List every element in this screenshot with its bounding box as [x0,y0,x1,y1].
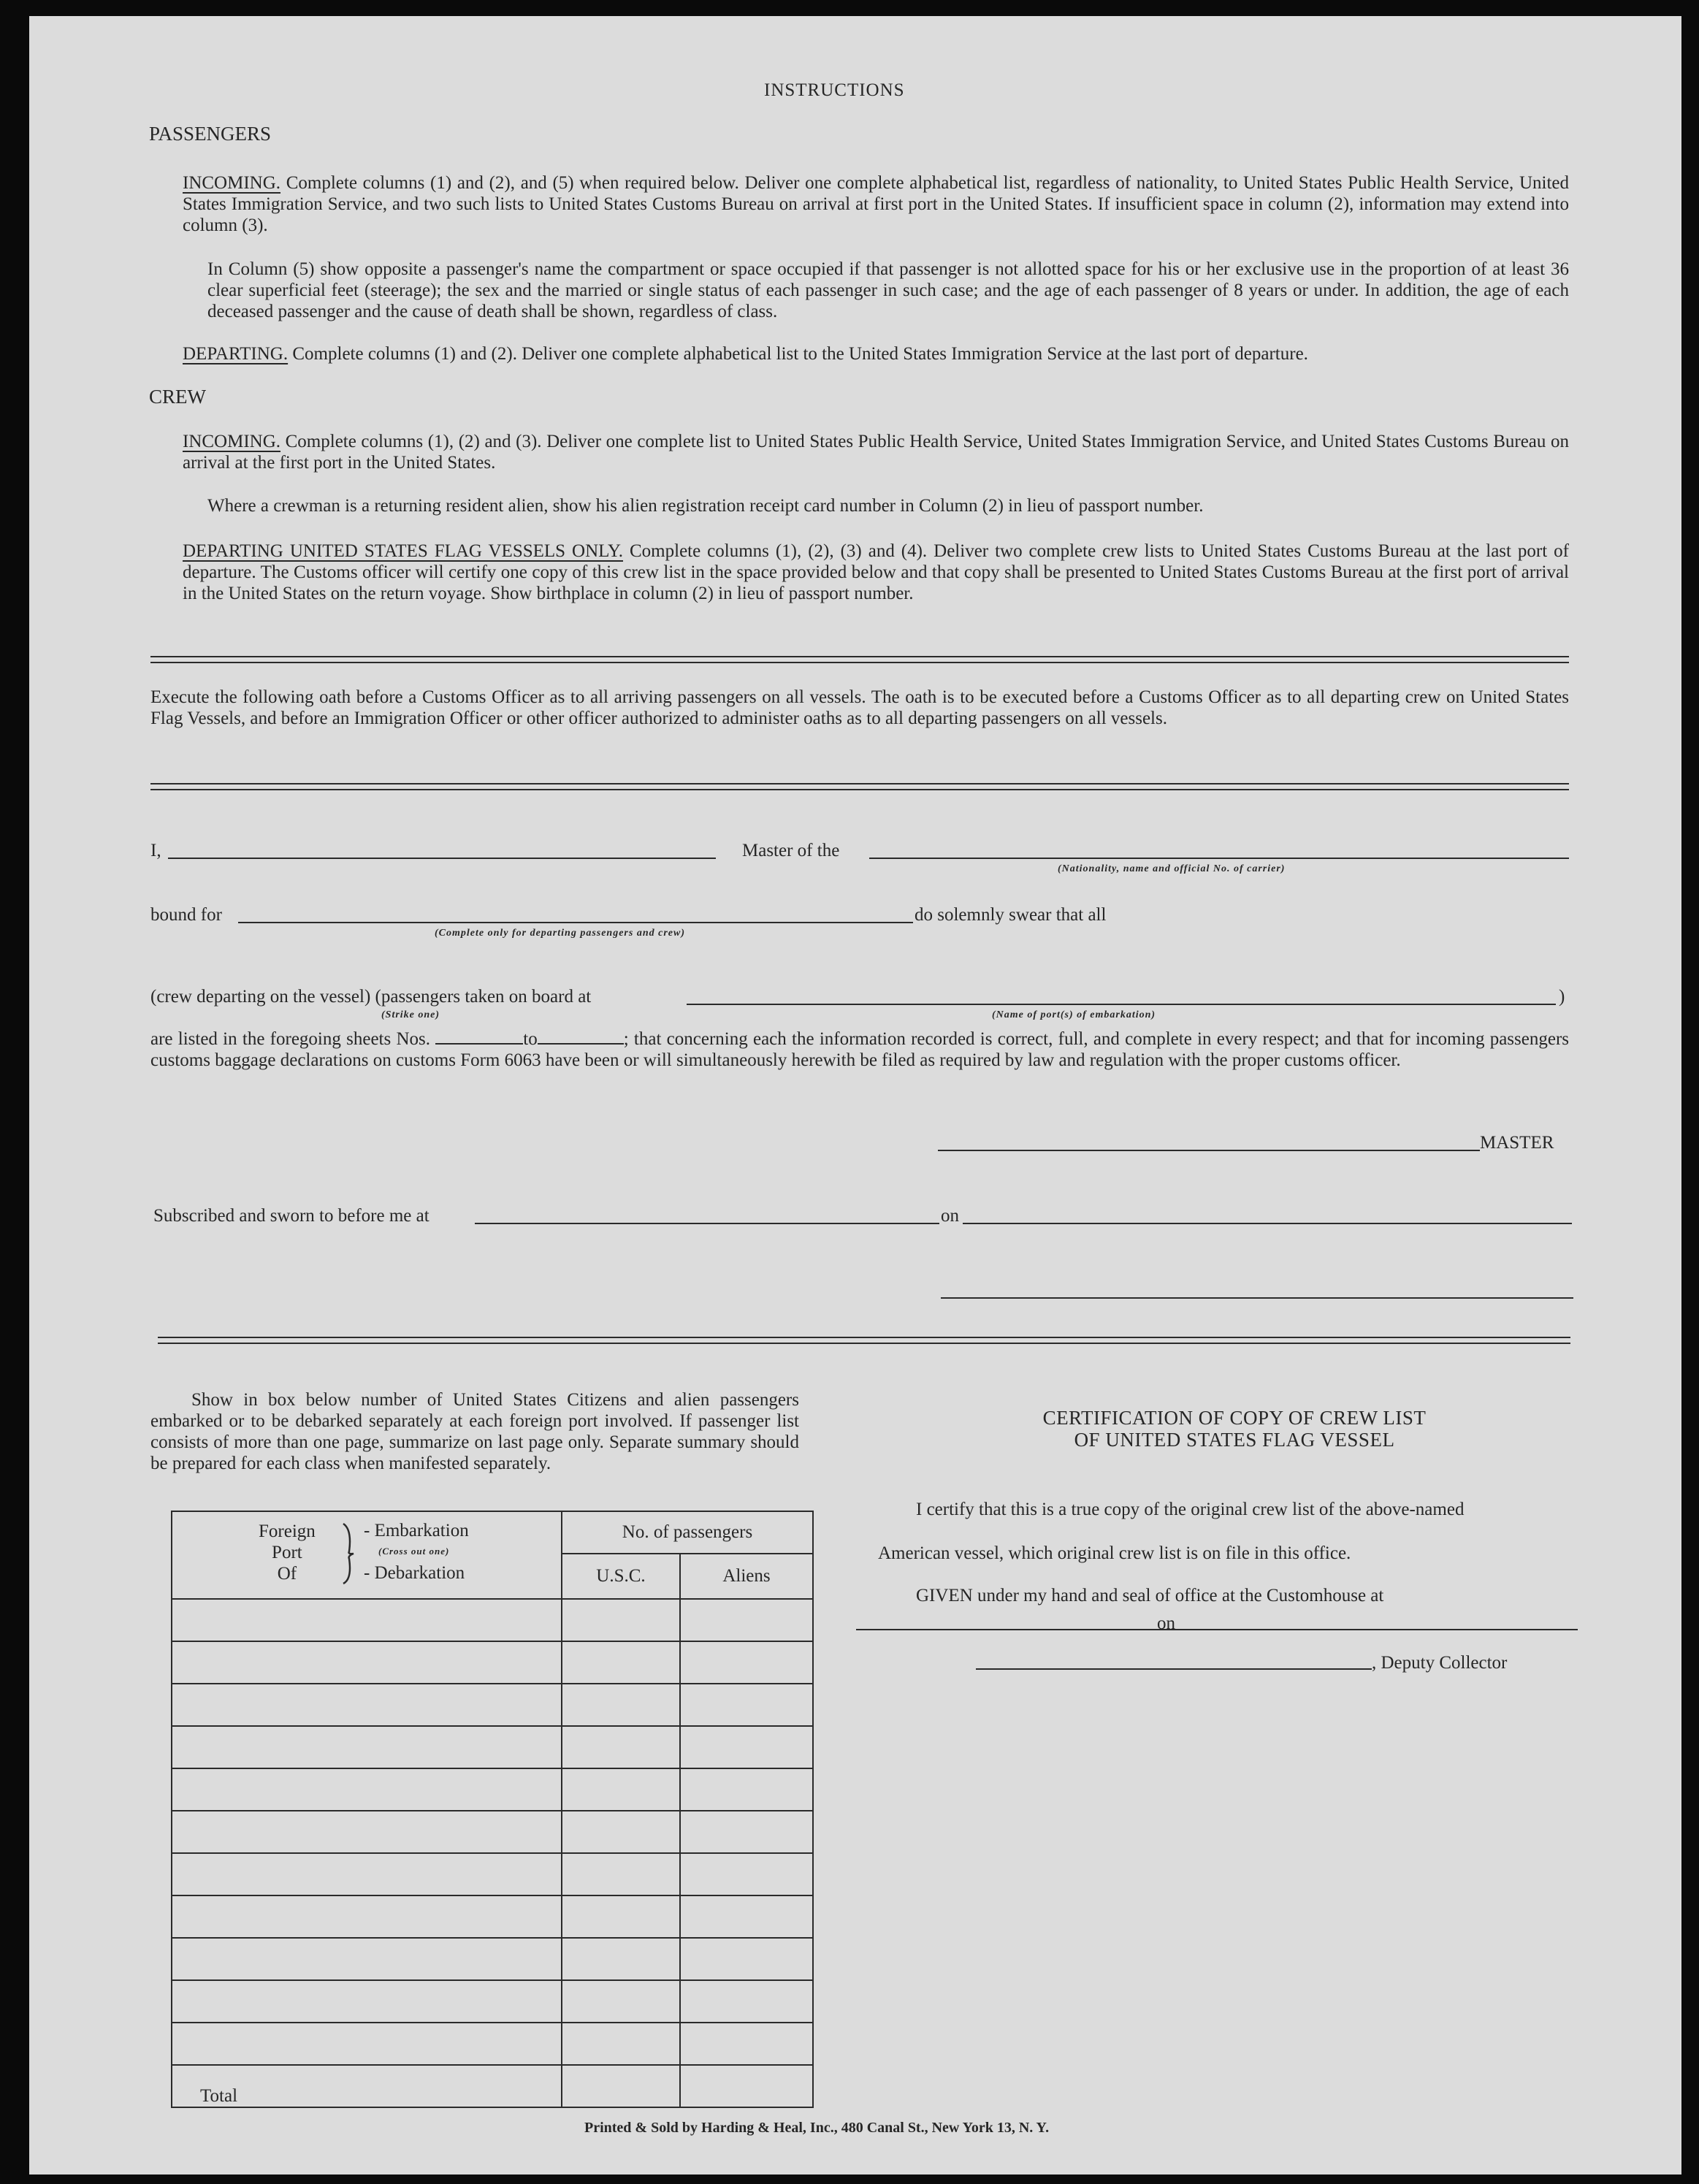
embarkation-label: - Embarkation [364,1521,469,1540]
passengers-incoming-text: Complete columns (1) and (2), and (5) when required below. Deliver one complete alphabetical list, regardless of nationality, to United States Public Health Service, United States Immigration Service, and two such lists to United States Customs Bureau on arrival at first port in the United States. If insufficient space in column (2), information may extend into column (3). [183,173,1570,235]
subscribed-label: Subscribed and sworn to before me at [153,1206,429,1226]
usc-cell[interactable] [562,1726,680,1768]
sheet-from-field[interactable] [435,1043,523,1045]
crew-departing-text: Complete columns (1), (2), (3) and (4). Deliver two complete crew lists to United States Customs Bureau at the last port of departure. The Customs officer will certify one copy of this crew list in the space provided below and that copy shall be presented to United States Customs Bureau at the first port of arrival in the United States on the return voyage. Show birthplace in column (2) in lieu of passport number. [183,541,1569,603]
printer-credit: Printed & Sold by Harding & Heal, Inc., 480 Canal St., New York 13, N. Y. [584,2120,1050,2136]
bound-for-label: bound for [150,905,222,925]
subscribed-place-field[interactable] [475,1223,939,1224]
aliens-cell[interactable] [680,1895,813,1938]
usc-cell[interactable] [562,1853,680,1895]
subscribed-on-label: on [941,1206,959,1226]
deputy-signature-field[interactable] [976,1668,1372,1670]
usc-cell[interactable] [562,1980,680,2023]
passengers-departing-paragraph [183,343,1569,364]
sheet-to-field[interactable] [538,1043,624,1045]
summary-instructions: Show in box below number of United States Citizens and alien passengers embarked or to be debarked separately at each foreign port involved. If passenger list consists of more than one page, summarize on last page only. Separate summary should be prepared for each class when manifested separately. [150,1390,799,1473]
foreign-port-of [259,1521,316,1584]
usc-total-cell[interactable] [562,2065,680,2107]
table-row [172,1980,813,2023]
crew-incoming-text: Complete columns (1), (2) and (3). Deliver one complete list to United States Public Health Service, United States Immigration Service, and United States Customs Bureau on arrival at the first port in the United States. [183,432,1569,473]
port-cell[interactable] [172,1980,562,2023]
passengers-header-cell [562,1511,813,1599]
port-cell[interactable] [172,1853,562,1895]
officer-signature-field[interactable] [941,1297,1573,1299]
table-row [172,1684,813,1726]
master-label: MASTER [1480,1133,1554,1153]
certification-date-field[interactable] [1183,1629,1578,1630]
port-cell[interactable] [172,2023,562,2065]
carrier-caption: (Nationality, name and official No. of carrier) [1058,863,1286,874]
aliens-cell[interactable] [680,1853,813,1895]
port-header-cell [172,1511,562,1599]
aliens-cell[interactable] [680,1684,813,1726]
port-cell[interactable] [172,1895,562,1938]
form-page [29,16,1681,2175]
usc-cell[interactable] [562,1938,680,1980]
port-cell[interactable] [172,1726,562,1768]
usc-cell[interactable] [562,1599,680,1641]
table-row [172,1895,813,1938]
aliens-cell[interactable] [680,1811,813,1853]
of-label: Of [277,1564,297,1584]
port-cell[interactable] [172,1641,562,1684]
passenger-summary-table [171,1511,814,2108]
usc-cell[interactable] [562,2023,680,2065]
total-row [172,2065,813,2107]
port-label: Port [272,1543,302,1562]
oath-intro: Execute the following oath before a Customs Officer as to all arriving passengers on all vessels. The oath is to be executed before a Customs Officer as to all departing crew on United States Flag Vessels, and before an Immigration Officer or other officer authorized to administer oaths as to all departing passengers on all vessels. [150,687,1569,728]
crew-resident-paragraph: Where a crewman is a returning resident alien, show his alien registration receipt card number in Column (2) in lieu of passport number. [207,496,1204,516]
usc-cell[interactable] [562,1811,680,1853]
certification-title-line2: OF UNITED STATES FLAG VESSEL [1074,1429,1395,1451]
section-divider [158,1337,1570,1344]
port-cell[interactable] [172,1811,562,1853]
page-title: INSTRUCTIONS [764,80,905,100]
table-row [172,1938,813,1980]
table-row [172,2023,813,2065]
aliens-cell[interactable] [680,2023,813,2065]
passengers-heading: PASSENGERS [149,123,272,145]
crew-departing-text: (crew departing on the vessel) (passengers taken on board at [150,987,592,1007]
aliens-cell[interactable] [680,1768,813,1811]
aliens-label: Aliens [722,1566,771,1586]
certification-on-label: on [1157,1614,1175,1633]
port-caption: (Name of port(s) of embarkation) [992,1009,1156,1020]
usc-cell[interactable] [562,1768,680,1811]
customhouse-field[interactable] [856,1629,1185,1630]
usc-cell[interactable] [562,1684,680,1726]
port-cell[interactable] [172,1599,562,1641]
crew-departing-label: DEPARTING UNITED STATES FLAG VESSELS ONLY. [183,541,624,561]
listed-rest: ; that concerning each the information recorded is correct, full, and complete in every respect; and that for incoming passengers customs baggage declarations on customs Form 6063 have been or will simultaneously herewith be filed as required by law and regulation with the proper customs officer. [150,1029,1569,1070]
crew-incoming-paragraph [183,431,1569,473]
passengers-column5-paragraph: In Column (5) show opposite a passenger's name the compartment or space occupied if that passenger is not allotted space for his or her exclusive use in the proportion of at least 36 clear superficial feet (steerage); the sex and the married or single status of each passenger in such case; and the age of each passenger of 8 years or under. In addition, the age of each deceased passenger and the cause of death shall be shown, regardless of class. [207,259,1569,321]
listed-text: are listed in the foregoing sheets Nos. [150,1029,431,1049]
carrier-field[interactable] [869,858,1569,859]
no-passengers-label: No. of passengers [562,1512,812,1554]
cross-out-caption: (Cross out one) [378,1546,450,1557]
debarkation-label: - Debarkation [364,1563,465,1583]
certify-line1: I certify that this is a true copy of the original crew list of the above-named [916,1500,1465,1519]
passengers-departing-text: Complete columns (1) and (2). Deliver one complete alphabetical list to the United States Immigration Service at the last port of departure. [292,344,1308,364]
aliens-cell[interactable] [680,1980,813,2023]
certify-line2: American vessel, which original crew list is on file in this office. [878,1543,1351,1563]
passengers-incoming-label: INCOMING. [183,173,281,193]
master-name-field[interactable] [168,858,716,859]
crew-departing-paragraph [183,541,1569,604]
aliens-total-cell[interactable] [680,2065,813,2107]
bound-for-field[interactable] [238,922,913,923]
deputy-collector-label: , Deputy Collector [1372,1653,1508,1673]
passengers-incoming-paragraph [183,172,1569,236]
close-paren: ) [1559,987,1565,1007]
table-row [172,1811,813,1853]
crew-heading: CREW [149,386,206,408]
crew-incoming-label: INCOMING. [183,432,281,451]
table-row [172,1768,813,1811]
aliens-cell[interactable] [680,1726,813,1768]
port-cell[interactable] [172,1684,562,1726]
foreign-label: Foreign [259,1521,316,1541]
given-text: GIVEN under my hand and seal of office at the Customhouse at [916,1586,1384,1605]
passengers-departing-label: DEPARTING. [183,344,289,364]
aliens-cell[interactable] [680,1599,813,1641]
table-row [172,1641,813,1684]
bound-caption: (Complete only for departing passengers and crew) [435,928,685,939]
oath-i-label: I, [150,841,161,860]
usc-cell[interactable] [562,1895,680,1938]
section-divider [150,783,1569,790]
certification-title-line1: CERTIFICATION OF COPY OF CREW LIST [1042,1407,1427,1429]
subscribed-date-field[interactable] [963,1223,1572,1224]
master-of-label: Master of the [742,841,840,860]
embarkation-port-field[interactable] [687,1004,1556,1005]
strike-caption: (Strike one) [381,1009,440,1020]
certification-title [906,1407,1563,1451]
usc-cell[interactable] [562,1641,680,1684]
listed-paragraph [150,1028,1569,1071]
table-row [172,1853,813,1895]
port-cell[interactable] [172,1768,562,1811]
port-cell[interactable] [172,1938,562,1980]
total-label: Total [172,2065,562,2107]
table-row [172,1599,813,1641]
aliens-cell[interactable] [680,1938,813,1980]
brace-icon [340,1522,356,1585]
swear-text: do solemnly swear that all [915,905,1107,925]
usc-label: U.S.C. [562,1554,681,1598]
to-label: to [523,1029,538,1049]
section-divider [150,656,1569,663]
table-row [172,1726,813,1768]
aliens-cell[interactable] [680,1641,813,1684]
master-signature-field[interactable] [938,1150,1480,1151]
